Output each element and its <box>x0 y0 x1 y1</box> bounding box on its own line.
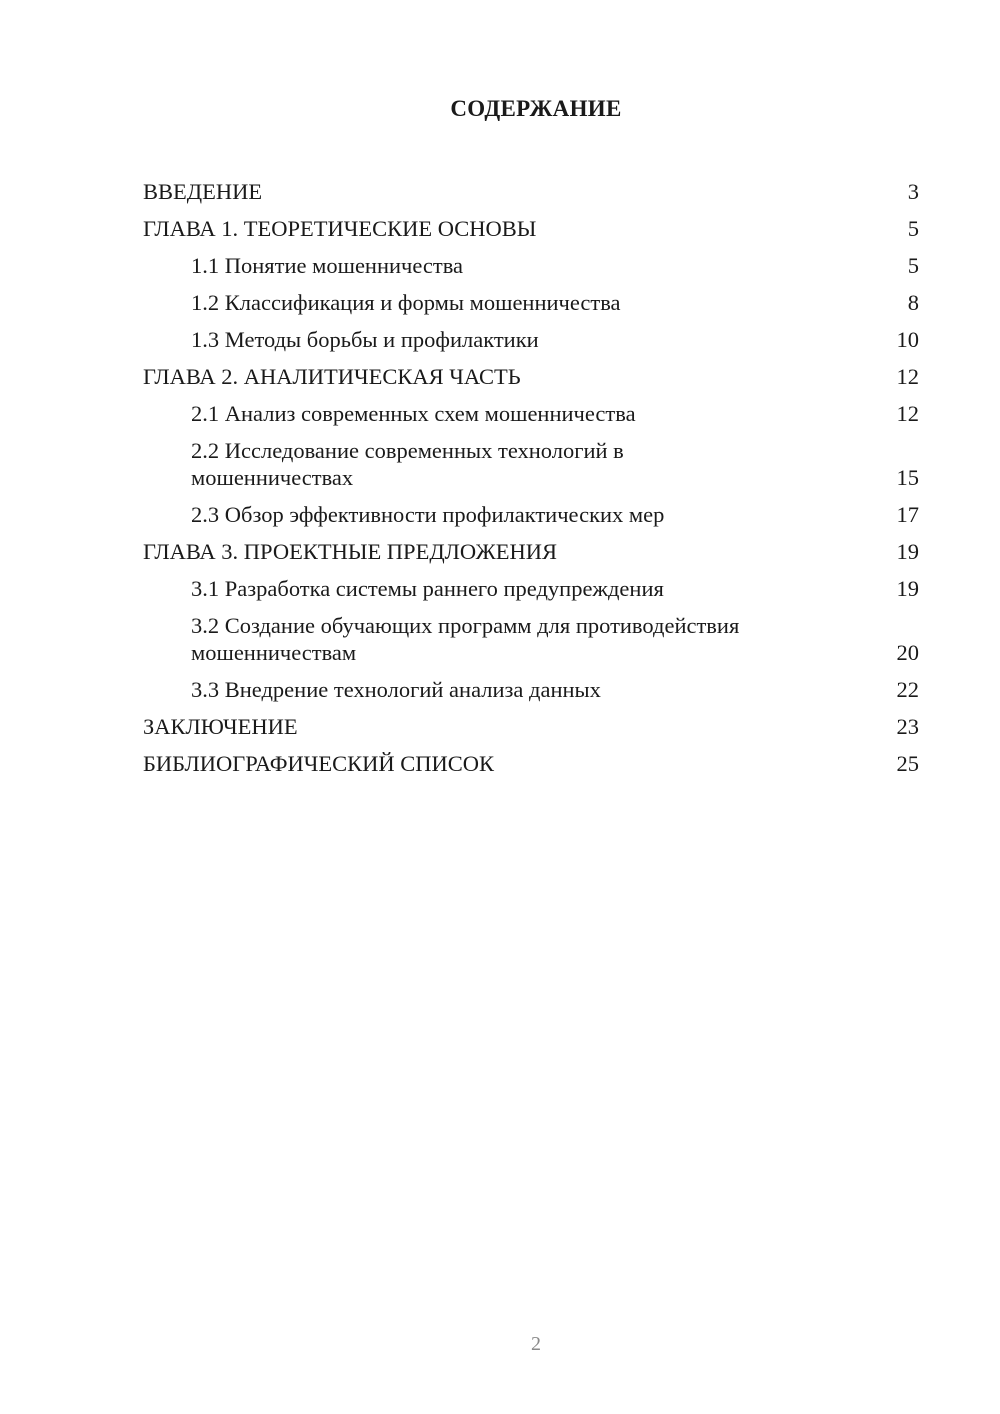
toc-entry-text: 2.1 Анализ современных схем мошенничества <box>191 401 636 426</box>
toc-entry-text: БИБЛИОГРАФИЧЕСКИЙ СПИСОК <box>143 751 495 776</box>
toc-entry[interactable] <box>143 705 919 742</box>
toc-entry-text: 1.3 Методы борьбы и профилактики <box>191 327 539 352</box>
toc-entry-text: ВВЕДЕНИЕ <box>143 179 263 204</box>
toc-entry-text: 3.3 Внедрение технологий анализа данных <box>191 677 601 702</box>
toc-entry-text: 2.2 Исследование современных технологий в мошенничествах <box>191 438 624 490</box>
toc-entry[interactable] <box>143 281 919 318</box>
toc-entry-text: ГЛАВА 3. ПРОЕКТНЫЕ ПРЕДЛОЖЕНИЯ <box>143 539 558 564</box>
toc-entry[interactable] <box>143 170 919 207</box>
toc-entry-text: 3.2 Создание обучающих программ для противодействия мошенничествам <box>191 613 740 665</box>
toc-entry-page: 10 <box>896 327 919 352</box>
toc-entry-page: 22 <box>896 677 919 702</box>
toc-entry[interactable] <box>143 429 919 493</box>
toc-entry-page: 20 <box>896 640 919 665</box>
toc-entry-text: 2.3 Обзор эффективности профилактических мер <box>191 502 665 527</box>
toc-entry[interactable] <box>143 392 919 429</box>
toc-entry-text: 3.1 Разработка системы раннего предупреждения <box>191 576 664 601</box>
toc-entry[interactable] <box>143 742 919 779</box>
toc-entry-text: ГЛАВА 2. АНАЛИТИЧЕСКАЯ ЧАСТЬ <box>143 364 521 389</box>
toc-entry-page: 5 <box>907 253 919 278</box>
toc-entry-page: 25 <box>896 751 919 776</box>
toc-entry[interactable] <box>143 493 919 530</box>
toc-entry-text: 1.1 Понятие мошенничества <box>191 253 464 278</box>
toc-entry[interactable] <box>143 355 919 392</box>
toc-entry[interactable] <box>143 567 919 604</box>
toc-entry-page: 5 <box>907 216 919 241</box>
toc-entry-page: 3 <box>907 179 919 204</box>
toc-entry-page: 17 <box>896 502 919 527</box>
toc-entry-page: 19 <box>896 576 919 601</box>
toc-entry-page: 15 <box>896 465 919 490</box>
table-of-contents <box>143 170 919 779</box>
toc-entry-text: ЗАКЛЮЧЕНИЕ <box>143 714 298 739</box>
toc-entry-page: 12 <box>896 364 919 389</box>
toc-entry[interactable] <box>143 604 919 668</box>
toc-title: СОДЕРЖАНИЕ <box>450 96 622 121</box>
toc-entry[interactable] <box>143 207 919 244</box>
toc-entry[interactable] <box>143 668 919 705</box>
toc-entry-page: 8 <box>907 290 919 315</box>
toc-entry[interactable] <box>143 244 919 281</box>
page-number: 2 <box>531 1333 541 1355</box>
toc-entry-page: 19 <box>896 539 919 564</box>
toc-entry-page: 23 <box>896 714 919 739</box>
toc-entry-page: 12 <box>896 401 919 426</box>
toc-entry-text: 1.2 Классификация и формы мошенничества <box>191 290 621 315</box>
toc-entry-text: ГЛАВА 1. ТЕОРЕТИЧЕСКИЕ ОСНОВЫ <box>143 216 537 241</box>
toc-entry[interactable] <box>143 318 919 355</box>
toc-entry[interactable] <box>143 530 919 567</box>
